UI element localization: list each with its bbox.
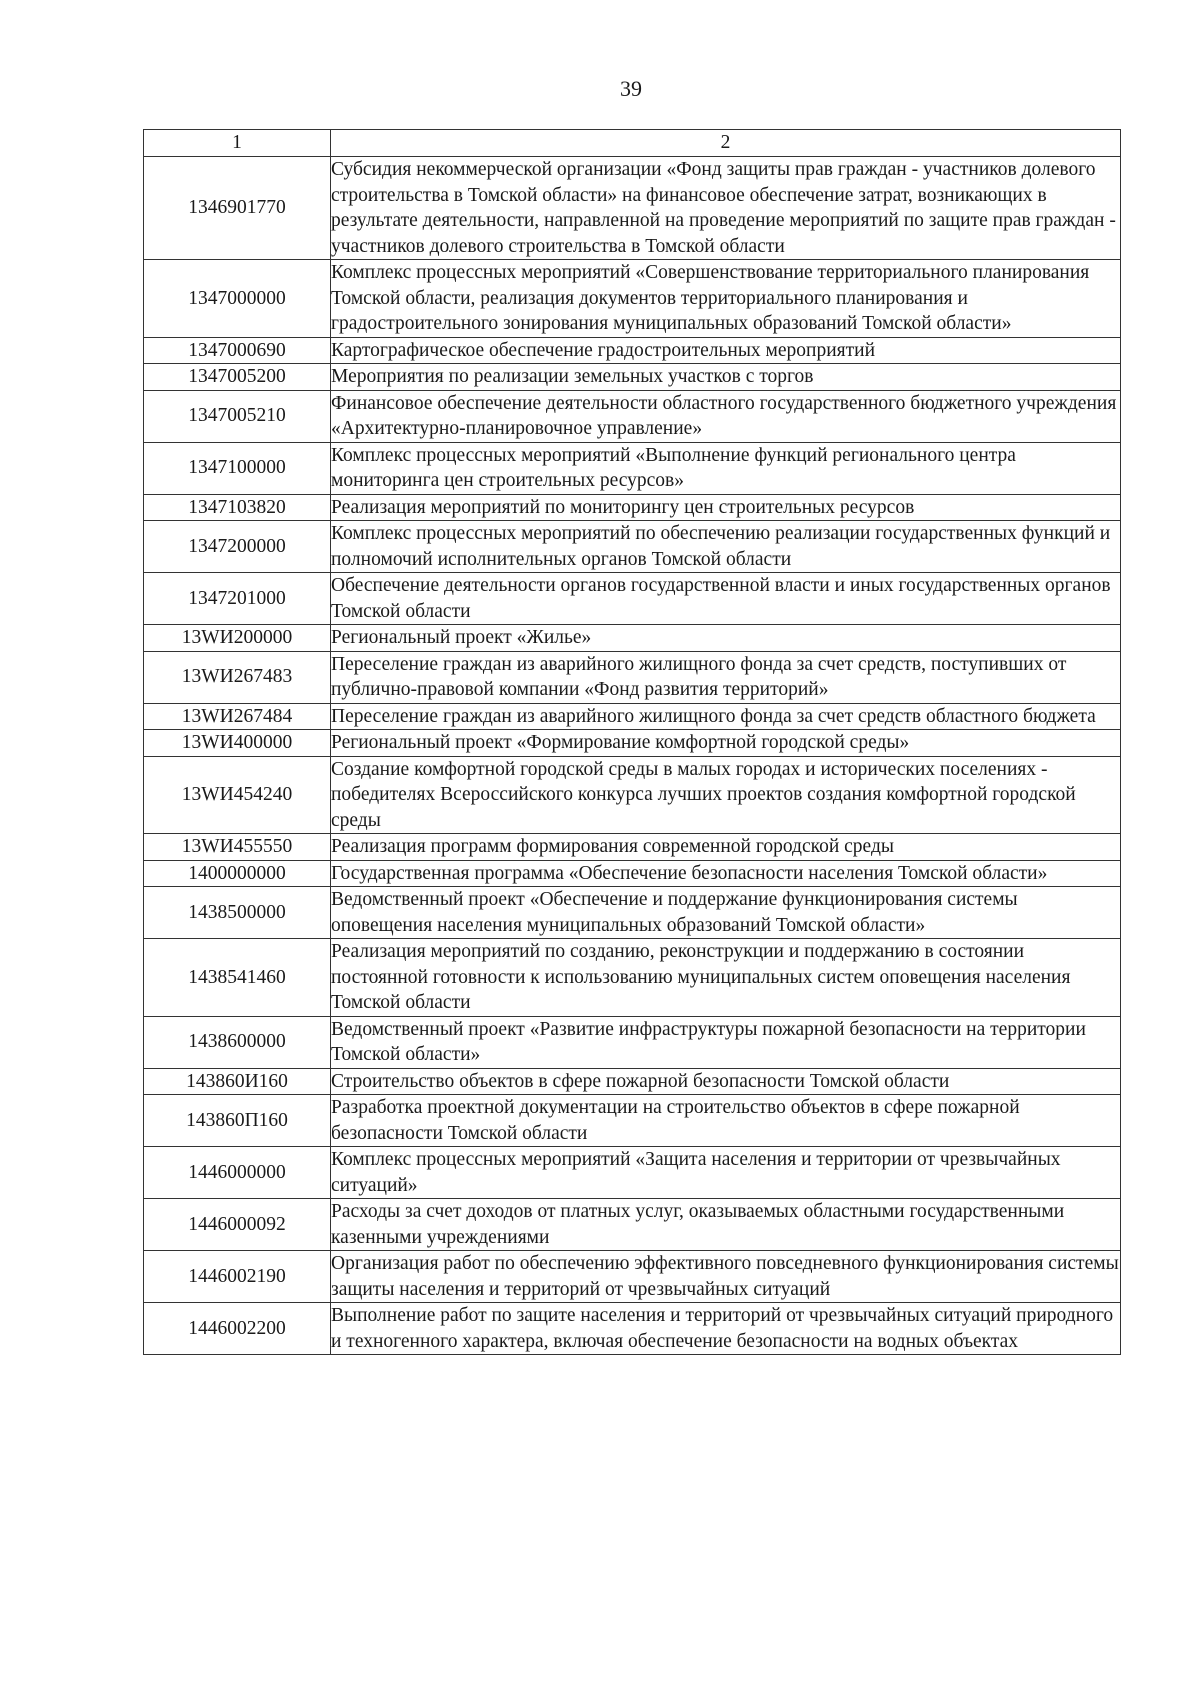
table-row [144, 157, 1121, 260]
table-row [144, 756, 1121, 834]
row-description: Создание комфортной городской среды в малых городах и исторических поселениях - победителях Всероссийского конкурса лучших проектов создания комфортной городской среды [331, 756, 1121, 834]
row-description: Мероприятия по реализации земельных участков с торгов [331, 364, 1121, 391]
table-row [144, 625, 1121, 652]
row-description: Комплекс процессных мероприятий «Совершенствование территориального планирования Томской области, реализация документов территориального планирования и градостроительного зонирования муниципальных образований Томской области» [331, 260, 1121, 338]
table-row [144, 337, 1121, 364]
row-description: Комплекс процессных мероприятий «Защита населения и территории от чрезвычайных ситуаций» [331, 1147, 1121, 1199]
row-description: Выполнение работ по защите населения и территорий от чрезвычайных ситуаций природного и техногенного характера, включая обеспечение безопасности на водных объектах [331, 1303, 1121, 1355]
column-header-1: 1 [144, 130, 331, 157]
table-row [144, 390, 1121, 442]
row-description: Переселение граждан из аварийного жилищного фонда за счет средств областного бюджета [331, 703, 1121, 730]
row-code: 13WИ267484 [144, 703, 331, 730]
row-code: 13WИ455550 [144, 834, 331, 861]
table-row [144, 573, 1121, 625]
row-code: 13WИ200000 [144, 625, 331, 652]
table-row [144, 730, 1121, 757]
row-description: Государственная программа «Обеспечение безопасности населения Томской области» [331, 860, 1121, 887]
row-description: Реализация мероприятий по мониторингу цен строительных ресурсов [331, 494, 1121, 521]
row-description: Комплекс процессных мероприятий «Выполнение функций регионального центра мониторинга цен строительных ресурсов» [331, 442, 1121, 494]
row-code: 1438600000 [144, 1016, 331, 1068]
row-code: 143860И160 [144, 1068, 331, 1095]
table-row [144, 860, 1121, 887]
table-row [144, 1147, 1121, 1199]
row-description: Переселение граждан из аварийного жилищного фонда за счет средств, поступивших от публично-правовой компании «Фонд развития территорий» [331, 651, 1121, 703]
row-code: 1438541460 [144, 939, 331, 1017]
row-description: Реализация мероприятий по созданию, реконструкции и поддержанию в состоянии постоянной готовности к использованию муниципальных систем оповещения населения Томской области [331, 939, 1121, 1017]
table-row [144, 887, 1121, 939]
table-row [144, 703, 1121, 730]
table-row [144, 1016, 1121, 1068]
table-row [144, 1068, 1121, 1095]
row-code: 1347200000 [144, 521, 331, 573]
table-row [144, 834, 1121, 861]
row-code: 13WИ267483 [144, 651, 331, 703]
row-description: Реализация программ формирования современной городской среды [331, 834, 1121, 861]
row-code: 1446002190 [144, 1251, 331, 1303]
row-description: Картографическое обеспечение градостроительных мероприятий [331, 337, 1121, 364]
row-code: 143860П160 [144, 1095, 331, 1147]
row-description: Региональный проект «Формирование комфортной городской среды» [331, 730, 1121, 757]
table-row [144, 939, 1121, 1017]
table-row [144, 1095, 1121, 1147]
table-row [144, 260, 1121, 338]
table-row [144, 1251, 1121, 1303]
row-description: Организация работ по обеспечению эффективного повседневного функционирования системы защиты населения и территорий от чрезвычайных ситуаций [331, 1251, 1121, 1303]
row-description: Обеспечение деятельности органов государственной власти и иных государственных органов Томской области [331, 573, 1121, 625]
row-description: Региональный проект «Жилье» [331, 625, 1121, 652]
table-row [144, 364, 1121, 391]
row-code: 1347000690 [144, 337, 331, 364]
row-description: Комплекс процессных мероприятий по обеспечению реализации государственных функций и полномочий исполнительных органов Томской области [331, 521, 1121, 573]
row-code: 1446000000 [144, 1147, 331, 1199]
row-code: 1347000000 [144, 260, 331, 338]
row-description: Ведомственный проект «Обеспечение и поддержание функционирования системы оповещения населения муниципальных образований Томской области» [331, 887, 1121, 939]
table-row [144, 442, 1121, 494]
row-code: 1347005200 [144, 364, 331, 391]
budget-classification-table [143, 129, 1121, 1355]
row-code: 1446000092 [144, 1199, 331, 1251]
row-description: Строительство объектов в сфере пожарной безопасности Томской области [331, 1068, 1121, 1095]
row-code: 13WИ400000 [144, 730, 331, 757]
page-number: 39 [620, 76, 642, 101]
table-header-row [144, 130, 1121, 157]
column-header-2: 2 [331, 130, 1121, 157]
table-row [144, 494, 1121, 521]
row-code: 1347201000 [144, 573, 331, 625]
row-description: Расходы за счет доходов от платных услуг, оказываемых областными государственными казенными учреждениями [331, 1199, 1121, 1251]
table-row [144, 521, 1121, 573]
table-row [144, 651, 1121, 703]
row-code: 1400000000 [144, 860, 331, 887]
row-code: 1347005210 [144, 390, 331, 442]
row-description: Разработка проектной документации на строительство объектов в сфере пожарной безопасности Томской области [331, 1095, 1121, 1147]
row-description: Финансовое обеспечение деятельности областного государственного бюджетного учреждения «Архитектурно-планировочное управление» [331, 390, 1121, 442]
row-code: 1347100000 [144, 442, 331, 494]
row-code: 1346901770 [144, 157, 331, 260]
row-code: 1446002200 [144, 1303, 331, 1355]
row-description: Ведомственный проект «Развитие инфраструктуры пожарной безопасности на территории Томской области» [331, 1016, 1121, 1068]
row-code: 1347103820 [144, 494, 331, 521]
table-row [144, 1199, 1121, 1251]
table-row [144, 1303, 1121, 1355]
row-description: Субсидия некоммерческой организации «Фонд защиты прав граждан - участников долевого строительства в Томской области» на финансовое обеспечение затрат, возникающих в результате деятельности, направленной на проведение мероприятий по защите прав граждан - участников долевого строительства в Томской области [331, 157, 1121, 260]
row-code: 1438500000 [144, 887, 331, 939]
row-code: 13WИ454240 [144, 756, 331, 834]
